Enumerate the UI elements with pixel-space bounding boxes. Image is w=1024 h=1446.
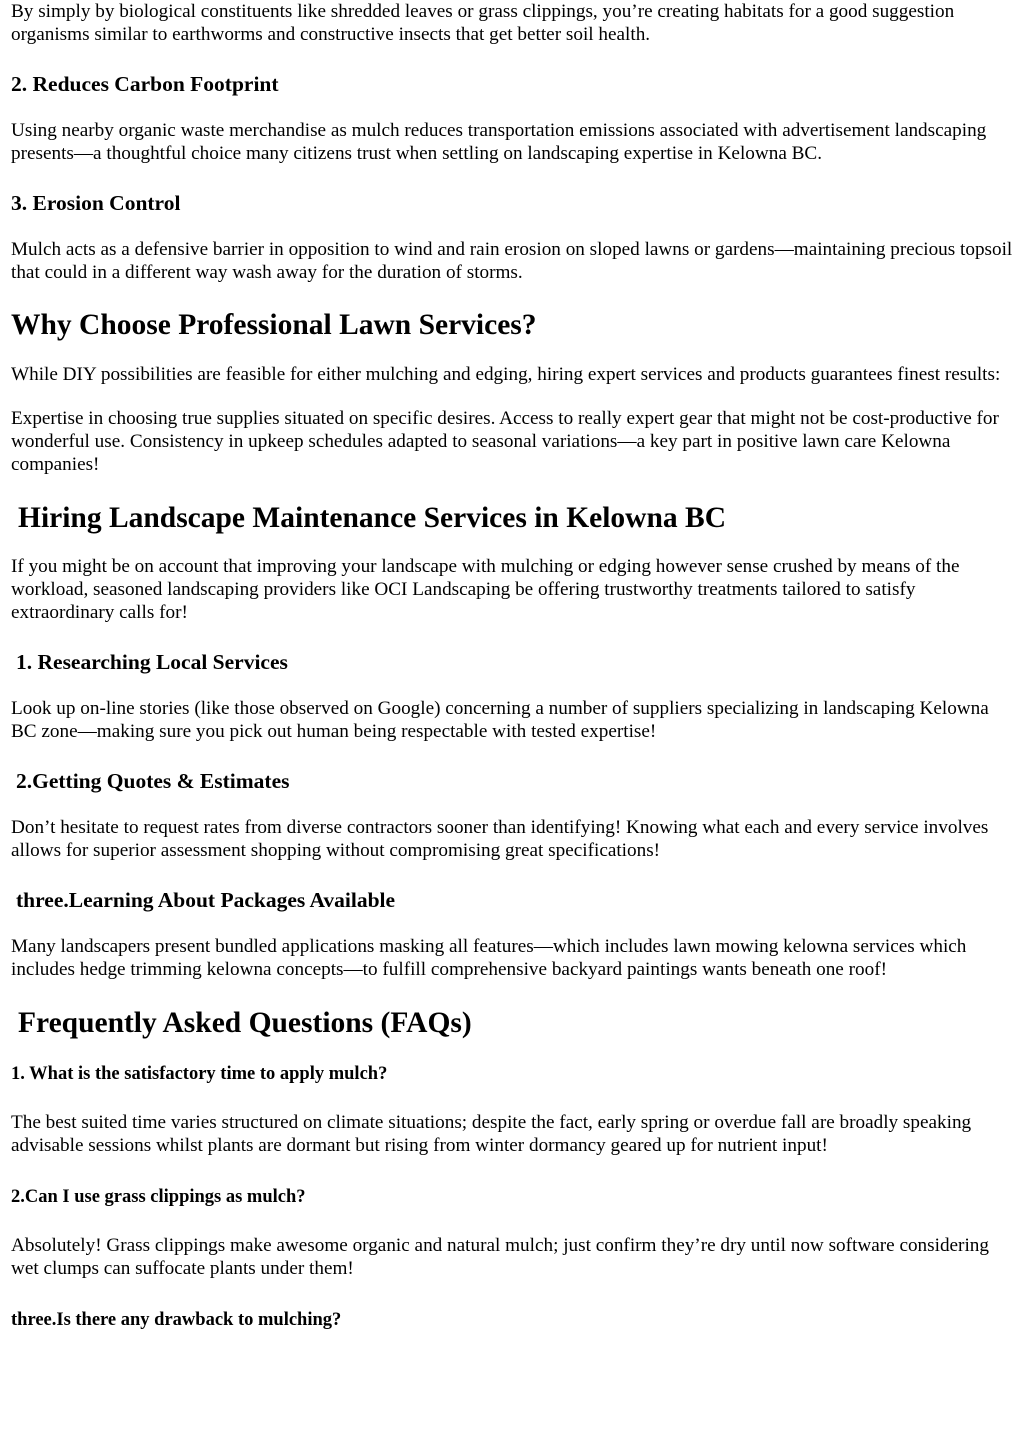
research-paragraph: Look up on-line stories (like those observed on Google) concerning a number of suppliers specializing in landscaping Kelowna BC zone—making sure you pick out human being respectable with tested expertise! xyxy=(11,698,989,742)
heading-erosion-control: 3. Erosion Control xyxy=(11,191,181,215)
heading-learning-about-packages: three.Learning About Packages Available xyxy=(16,888,396,912)
faq-answer-2: Absolutely! Grass clippings make awesome organic and natural mulch; just confirm they’re dry until now software considering wet clumps can suffocate plants under them! xyxy=(11,1235,989,1279)
heading-frequently-asked-questions: Frequently Asked Questions (FAQs) xyxy=(18,1007,472,1039)
quotes-paragraph: Don’t hesitate to request rates from diverse contractors sooner than identifying! Knowing what each and every service involves allows for superior assessment shopping without compromising great specifications! xyxy=(11,817,989,861)
heading-getting-quotes: 2.Getting Quotes & Estimates xyxy=(16,769,290,793)
heading-hiring-landscape-maintenance: Hiring Landscape Maintenance Services in Kelowna BC xyxy=(18,502,726,534)
hiring-paragraph: If you might be on account that improving your landscape with mulching or edging however sense crushed by means of the workload, seasoned landscaping providers like OCI Landscaping be offering trustworthy treatments tailored to satisfy extraordinary calls for! xyxy=(11,556,960,623)
article-body xyxy=(11,0,1017,1331)
carbon-paragraph: Using nearby organic waste merchandise as mulch reduces transportation emissions associated with advertisement landscaping presents—a thoughtful choice many citizens trust when settling on landscaping expertise in Kelowna BC. xyxy=(11,120,987,164)
heading-reduces-carbon-footprint: 2. Reduces Carbon Footprint xyxy=(11,72,279,96)
heading-researching-local-services: 1. Researching Local Services xyxy=(16,650,288,674)
heading-why-choose-professional: Why Choose Professional Lawn Services? xyxy=(11,309,537,341)
faq-question-2: 2.Can I use grass clippings as mulch? xyxy=(11,1187,306,1207)
erosion-paragraph: Mulch acts as a defensive barrier in opposition to wind and rain erosion on sloped lawns or gardens—maintaining precious topsoil that could in a different way wash away for the duration of storms. xyxy=(11,239,1013,283)
faq-question-1: 1. What is the satisfactory time to apply mulch? xyxy=(11,1064,388,1084)
why-paragraph-1: While DIY possibilities are feasible for either mulching and edging, hiring expert services and products guarantees finest results: xyxy=(11,364,1001,385)
faq-question-3: three.Is there any drawback to mulching? xyxy=(11,1310,342,1330)
intro-paragraph: By simply by biological constituents like shredded leaves or grass clippings, you’re creating habitats for a good suggestion organisms similar to earthworms and constructive insects that get better soil health. xyxy=(11,1,955,45)
faq-answer-1: The best suited time varies structured on climate situations; despite the fact, early spring or overdue fall are broadly speaking advisable sessions whilst plants are dormant but rising from winter dormancy geared up for nutrient input! xyxy=(11,1112,972,1156)
why-paragraph-2: Expertise in choosing true supplies situated on specific desires. Access to really expert gear that might not be cost-productive for wonderful use. Consistency in upkeep schedules adapted to seasonal variations—a key part in positive lawn care Kelowna companies! xyxy=(11,408,999,475)
packages-paragraph: Many landscapers present bundled applications masking all features—which includes lawn mowing kelowna services which includes hedge trimming kelowna concepts—to fulfill comprehensive backyard paintings wants beneath one roof! xyxy=(11,936,967,980)
